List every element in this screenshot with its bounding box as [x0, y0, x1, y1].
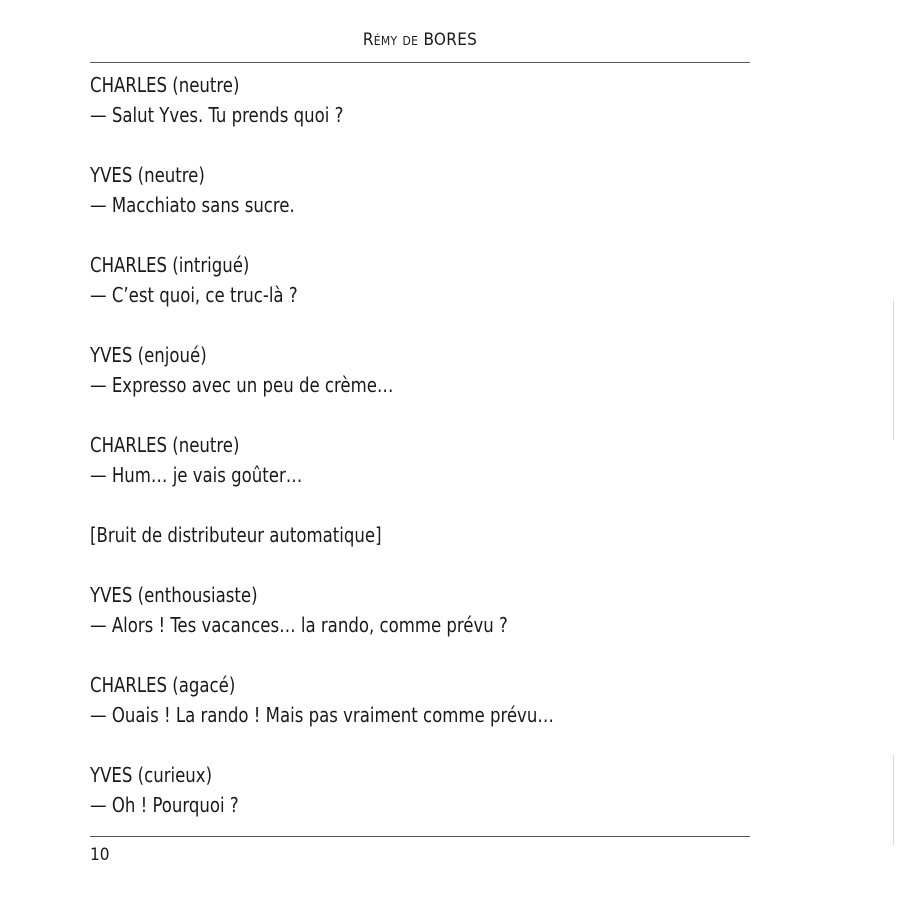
dialogue-line: — Expresso avec un peu de crème… [90, 373, 394, 397]
dialogue-block [90, 70, 697, 130]
page-edge-mark [893, 755, 894, 845]
dialogue-block [90, 670, 697, 730]
script-text [90, 70, 697, 820]
block-spacer [90, 490, 697, 520]
footer-rule [90, 836, 750, 837]
dialogue-block [90, 340, 697, 400]
author-first-name: Rémy de [362, 30, 419, 50]
dialogue-line: — Alors ! Tes vacances… la rando, comme prévu ? [90, 613, 508, 637]
dialogue-line: — C’est quoi, ce truc-là ? [90, 283, 298, 307]
speaker-cue: YVES (curieux) [90, 763, 213, 787]
block-spacer [90, 730, 697, 760]
dialogue-block [90, 760, 697, 820]
running-header [90, 30, 750, 50]
speaker-cue: CHARLES (intrigué) [90, 253, 250, 277]
stage-direction-block [90, 520, 697, 550]
header-rule [90, 62, 750, 63]
dialogue-line: — Salut Yves. Tu prends quoi ? [90, 103, 344, 127]
speaker-cue: YVES (neutre) [90, 163, 205, 187]
speaker-cue: CHARLES (neutre) [90, 73, 240, 97]
stage-direction: [Bruit de distributeur automatique] [90, 523, 382, 547]
block-spacer [90, 550, 697, 580]
block-spacer [90, 640, 697, 670]
dialogue-line: — Hum… je vais goûter… [90, 463, 303, 487]
page-edge-mark [893, 300, 894, 440]
block-spacer [90, 130, 697, 160]
speaker-cue: CHARLES (neutre) [90, 433, 240, 457]
dialogue-line: — Macchiato sans sucre. [90, 193, 295, 217]
dialogue-line: — Oh ! Pourquoi ? [90, 793, 239, 817]
speaker-cue: CHARLES (agacé) [90, 673, 236, 697]
block-spacer [90, 310, 697, 340]
page-number: 10 [90, 845, 110, 865]
dialogue-block [90, 580, 697, 640]
dialogue-block [90, 160, 697, 220]
speaker-cue: YVES (enthousiaste) [90, 583, 258, 607]
author-last-name: BORES [423, 30, 478, 50]
dialogue-block [90, 430, 697, 490]
speaker-cue: YVES (enjoué) [90, 343, 207, 367]
block-spacer [90, 400, 697, 430]
block-spacer [90, 220, 697, 250]
dialogue-block [90, 250, 697, 310]
dialogue-line: — Ouais ! La rando ! Mais pas vraiment comme prévu… [90, 703, 554, 727]
